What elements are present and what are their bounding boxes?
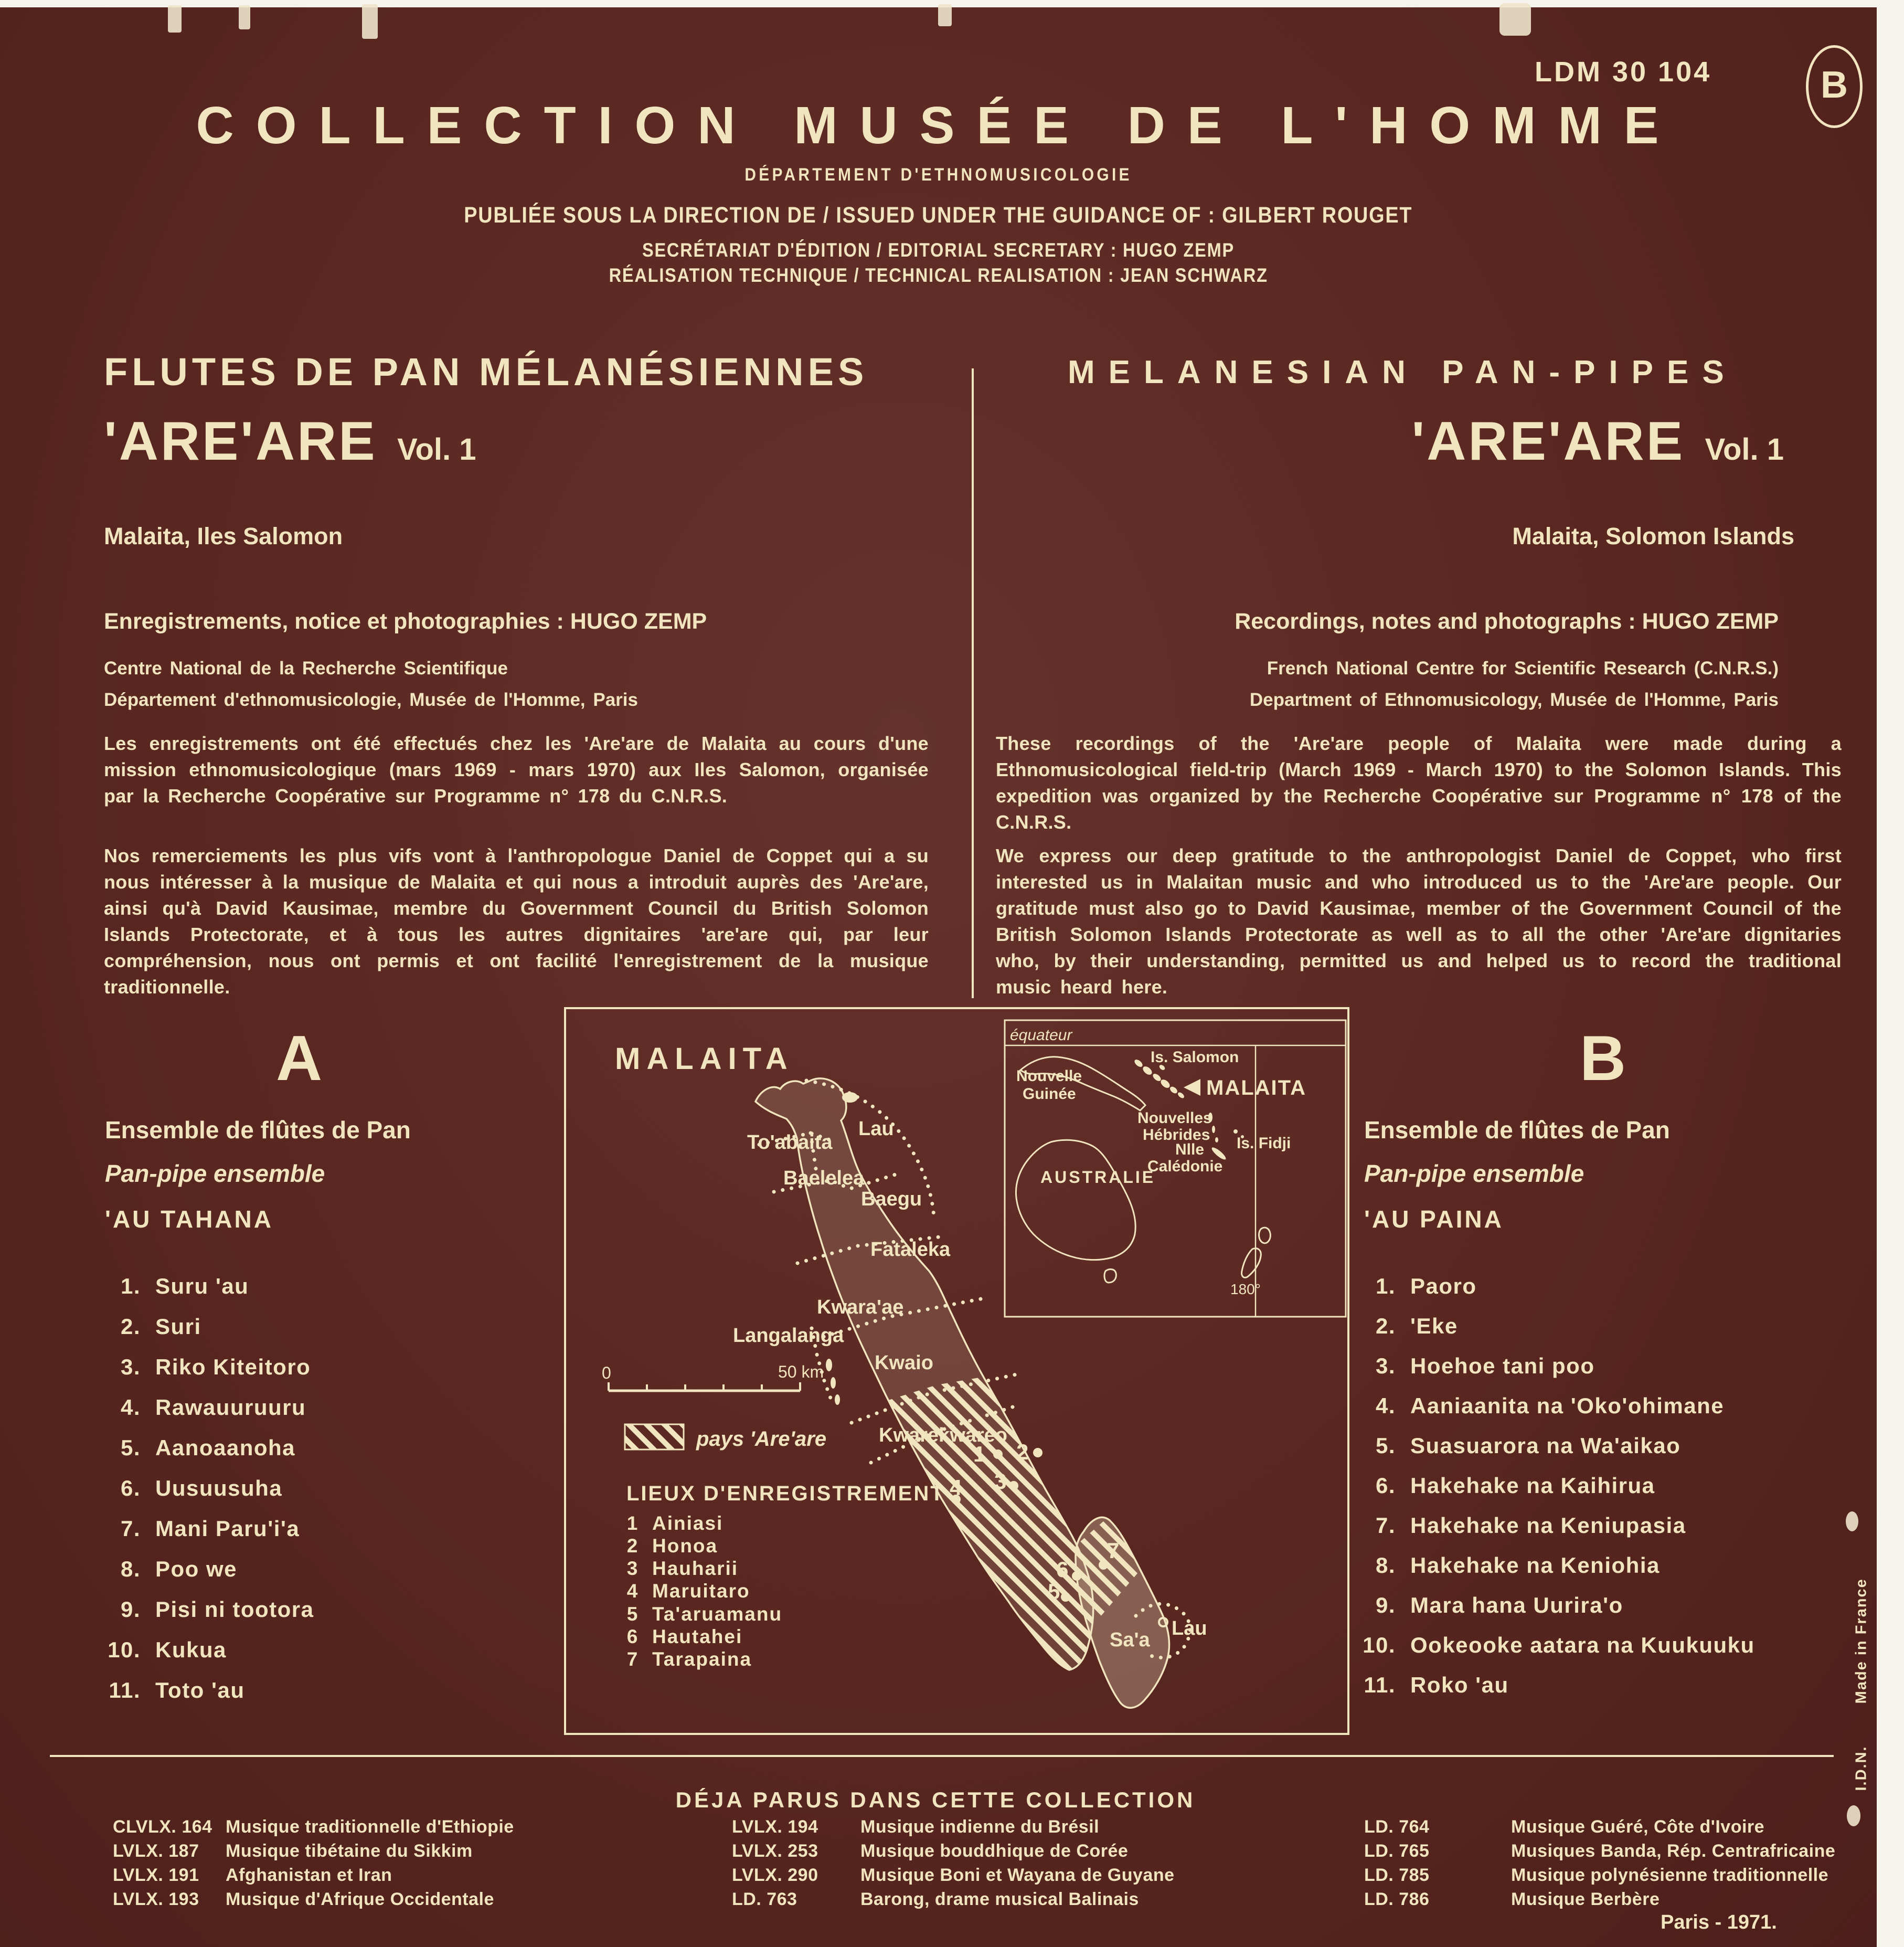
track-title: Paoro [1410,1274,1477,1298]
catalog-title: Musique tibétaine du Sikkim [226,1841,473,1861]
track-title: Suri [155,1314,201,1339]
staple-hole [1846,1511,1858,1531]
track-row [67,1355,311,1380]
english-title2-block [996,410,1784,473]
site-name: Hautahei [652,1626,743,1647]
track-row [67,1557,237,1582]
label-nouvelles: Nouvelles [1137,1109,1212,1127]
english-paragraph-1: These recordings of the 'Are'are people of Malaita were made during a Ethnomusicological field-trip (March 1969 - March 1970) to the Solomon Islands. This expedition was organized by the Recherche Coopérative sur Programme n° 178 of the C.N.R.S. [996,733,1842,833]
site-name: Maruitaro [652,1580,750,1602]
site-num: 2 [626,1535,639,1557]
track-row [1322,1553,1660,1578]
track-title: Aaniaanita na 'Oko'ohimane [1410,1393,1725,1418]
track-title: Kukua [155,1637,227,1662]
areare-legend-swatch [625,1424,684,1449]
french-title2-block [104,410,476,473]
side-b-ensemble-en: Pan-pipe ensemble [1364,1160,1584,1187]
malaita-arrow [1184,1079,1200,1096]
french-volume: Vol. 1 [397,432,476,467]
track-number: 1. [120,1274,141,1298]
site-num: 7 [626,1648,639,1670]
track-number: 7. [1375,1513,1396,1538]
sites-legend [627,1512,782,1670]
track-number: 2. [120,1314,141,1339]
track-number: 5. [1375,1433,1396,1458]
catalog-code: LD. 786 [1364,1889,1430,1909]
column-divider [972,368,974,998]
site-name: Ta'aruamanu [652,1603,783,1625]
tape-mark [1499,3,1531,36]
inset-locator-map [1005,1020,1346,1317]
french-credit: Enregistrements, notice et photographies : HUGO ZEMP [104,609,707,634]
editorial-line: SECRÉTARIAT D'ÉDITION / EDITORIAL SECRETARY : HUGO ZEMP [642,239,1235,261]
published-title: DÉJA PARUS DANS CETTE COLLECTION [675,1787,1196,1812]
label-lau-south: Lau [1172,1617,1207,1639]
meridian-label: 180° [1230,1281,1261,1297]
track-number: 2. [1375,1314,1396,1338]
catalog-code: LVLX. 193 [113,1889,199,1909]
track-row [1322,1393,1724,1419]
track-row [67,1678,245,1703]
track-row [1322,1433,1680,1458]
label-toabaita: To'abaita [747,1131,833,1154]
track-title: Uusuusuha [155,1476,283,1500]
bottom-rule [50,1755,1834,1757]
track-number: 3. [120,1355,141,1379]
side-a-ensemble-fr: Ensemble de flûtes de Pan [105,1116,411,1144]
label-hebrides: Hébrides [1143,1126,1210,1144]
site-name: Honoa [652,1535,718,1557]
label-langalanga: Langalanga [733,1325,844,1347]
side-a-letter: A [275,1022,323,1094]
direction-line: PUBLIÉE SOUS LA DIRECTION DE / ISSUED UNDER THE GUIDANCE OF : GILBERT ROUGET [464,203,1413,228]
track-title: Aanoaanoha [155,1435,296,1460]
track-row [1322,1513,1686,1538]
tape-mark [362,4,378,39]
track-row [67,1637,227,1663]
track-number: 7. [120,1516,141,1541]
label-inset-malaita: MALAITA [1206,1076,1306,1099]
site-marker-1: 1 [973,1442,986,1466]
track-title: Mara hana Uurira'o [1410,1593,1623,1617]
english-credit: Recordings, notes and photographs : HUGO ZEMP [1235,609,1779,634]
catalog-code: LD. 763 [732,1889,797,1909]
site-marker-2: 2 [1016,1440,1029,1464]
catalog-title: Musique d'Afrique Occidentale [226,1889,494,1909]
track-number: 11. [1364,1673,1396,1697]
catalog-title: Afghanistan et Iran [226,1865,392,1885]
english-org1: French National Centre for Scientific Research (C.N.R.S.) [1267,658,1779,679]
tape-mark [168,5,182,33]
label-is-salomon: Is. Salomon [1151,1049,1239,1066]
track-title: 'Eke [1410,1314,1458,1338]
track-number: 5. [120,1435,141,1460]
scale-zero-label: 0 [602,1363,611,1382]
label-is-fidji: Is. Fidji [1237,1135,1291,1152]
label-kwaio: Kwaio [875,1352,933,1374]
department-line: DÉPARTEMENT D'ETHNOMUSICOLOGIE [744,165,1132,185]
french-org1: Centre National de la Recherche Scientifique [104,658,508,679]
site-marker-3: 3 [994,1469,1007,1494]
track-row [67,1476,282,1501]
label-guinee: Guinée [1023,1085,1076,1103]
track-title: Suru 'au [155,1274,249,1298]
saa-island [1070,1514,1169,1708]
site-marker-4: 4 [950,1475,962,1500]
side-b-letter: B [1579,1022,1626,1094]
track-number: 3. [1375,1353,1396,1378]
label-australie: AUSTRALIE [1040,1168,1156,1187]
label-saa: Sa'a [1110,1629,1150,1651]
technical-line: RÉALISATION TECHNIQUE / TECHNICAL REALISATION : JEAN SCHWARZ [609,264,1268,286]
map-scale-bar [609,1382,800,1391]
label-kwarekwareo: Kwarekwareo [879,1424,1008,1446]
catalog-title: Musique bouddhique de Corée [860,1841,1129,1861]
catalog-code: LVLX. 187 [113,1841,199,1861]
side-a-group: 'AU TAHANA [105,1205,273,1233]
track-row [1322,1593,1623,1618]
catalog-title: Barong, drame musical Balinais [860,1889,1139,1909]
catalog-title: Musiques Banda, Rép. Centrafricaine [1511,1841,1836,1861]
catalog-number: LDM 30 104 [1535,56,1712,88]
catalog-code: LD. 785 [1364,1865,1430,1885]
french-subtitle: Malaita, Iles Salomon [104,523,343,549]
catalog-code: LVLX. 253 [732,1841,818,1861]
french-title2: 'ARE'ARE [104,411,377,472]
site-num: 4 [626,1580,639,1602]
tape-mark [938,4,952,26]
track-number: 8. [120,1557,141,1581]
catalog-code: LVLX. 194 [732,1817,818,1837]
label-fataleka: Fataleka [870,1239,951,1261]
collection-title: COLLECTION MUSÉE DE L'HOMME [196,96,1681,155]
site-num: 3 [626,1558,639,1579]
track-number: 4. [1375,1393,1396,1418]
site-num: 1 [626,1512,639,1534]
catalog-title: Musique Boni et Wayana de Guyane [860,1865,1175,1885]
equator-label: équateur [1010,1027,1072,1044]
track-number: 9. [1375,1593,1396,1617]
side-a-ensemble-en: Pan-pipe ensemble [105,1160,325,1187]
track-row [67,1314,201,1339]
catalog-code: LD. 765 [1364,1841,1430,1861]
track-number: 10. [108,1637,141,1662]
label-baelelea: Baelelea [783,1167,865,1189]
site-num: 5 [626,1603,639,1625]
track-title: Hakehake na Kaihirua [1410,1473,1655,1498]
catalog-title: Musique Guéré, Côte d'Ivoire [1511,1817,1765,1837]
track-title: Roko 'au [1410,1673,1509,1697]
english-org2: Department of Ethnomusicology, Musée de l'Homme, Paris [1249,690,1779,710]
track-row [1322,1353,1595,1379]
track-title: Ookeooke aatara na Kuukuuku [1410,1633,1755,1657]
track-row [67,1597,314,1622]
english-title: MELANESIAN PAN-PIPES [1068,354,1738,390]
catalog-title: Musique traditionnelle d'Ethiopie [226,1817,514,1837]
english-volume: Vol. 1 [1705,432,1784,467]
album-cover [0,7,1877,1947]
publication-footer: Paris - 1971. [1661,1911,1777,1933]
site-num: 6 [626,1626,639,1647]
track-row [67,1435,295,1461]
track-title: Hoehoe tani poo [1410,1353,1595,1378]
site-name: Ainiasi [652,1512,724,1534]
track-title: Pisi ni tootora [155,1597,314,1622]
french-paragraph-2: Nos remerciements les plus vifs vont à l'anthropologue Daniel de Coppet qui a su nous intéresser à la musique de Malaita et qui nous a introduit auprès des 'Are'are, ainsi qu'à David Kausimae, membre du Government Council du British Solomon Islands Protectorate, et à tous les autres dignitaires 'are'are qui, par leur compréhension, nous ont permis et ont facilité l'enregistrement de la musique traditionnelle. [104,845,929,998]
track-number: 6. [120,1476,141,1500]
track-row [67,1395,306,1420]
scale-end-label: 50 km [778,1362,824,1381]
side-badge-letter: B [1821,64,1848,106]
track-number: 11. [109,1678,141,1702]
track-number: 9. [120,1597,141,1622]
track-title: Poo we [155,1557,238,1581]
catalog-code: CLVLX. 164 [113,1817,212,1837]
track-row [1322,1633,1755,1658]
sites-title: LIEUX D'ENREGISTREMENT [626,1482,945,1505]
track-title: Rawauuruuru [155,1395,306,1420]
track-title: Riko Kiteitoro [155,1355,311,1379]
site-marker-7: 7 [1107,1538,1120,1563]
french-org2: Département d'ethnomusicologie, Musée de l'Homme, Paris [104,690,638,710]
track-row [67,1516,300,1541]
label-baegu: Baegu [861,1188,922,1210]
catalog-code: LD. 764 [1364,1817,1430,1837]
label-kwaraae: Kwara'ae [817,1296,904,1318]
track-title: Suasuarora na Wa'aikao [1410,1433,1681,1458]
english-paragraph-2: We express our deep gratitude to the anthropologist Daniel de Coppet, who first interested us in Malaitan music and who introduced us to the 'Are'are people. Our gratitude must also go to David Kausimae, member of the Government Council of the British Solomon Islands Protectorate as well as to all the other 'Are'are dignitaries who, by their understanding, permitted us and helped us to record the traditional music heard here. [996,845,1842,998]
catalog-code: LVLX. 290 [732,1865,818,1885]
english-subtitle: Malaita, Solomon Islands [1512,523,1794,549]
site-name: Tarapaina [652,1648,752,1670]
side-b-group: 'AU PAINA [1364,1205,1504,1233]
label-lau-north: Lau [858,1118,894,1140]
catalog-code: LVLX. 191 [113,1865,199,1885]
track-number: 1. [1375,1274,1396,1298]
label-nlle: Nlle [1175,1141,1205,1158]
map-title: MALAITA [615,1042,794,1076]
staple-hole [1847,1805,1860,1826]
track-number: 6. [1375,1473,1396,1498]
track-title: Hakehake na Keniohia [1410,1553,1660,1578]
track-title: Hakehake na Keniupasia [1410,1513,1686,1538]
catalog-title: Musique indienne du Brésil [860,1817,1100,1837]
track-title: Mani Paru'i'a [155,1516,300,1541]
track-number: 8. [1375,1553,1396,1578]
made-in-mark: Made in France [1853,1578,1870,1704]
label-caledonie: Calédonie [1147,1158,1223,1175]
site-marker-6: 6 [1056,1557,1069,1582]
malaita-map [564,1007,1349,1735]
tape-mark [239,5,250,29]
label-nouvelle: Nouvelle [1016,1067,1082,1085]
site-marker-5: 5 [1048,1579,1060,1604]
french-paragraph-1: Les enregistrements ont été effectués chez les 'Are'are de Malaita au cours d'une mission ethnomusicologique (mars 1969 - mars 1970) aux Iles Salomon, organisée par la Recherche Coopérative sur Programme n° 178 du C.N.R.S. [104,733,929,807]
track-number: 10. [1363,1633,1396,1657]
site-name: Hauharii [652,1558,739,1579]
printer-mark: I.D.N. [1853,1745,1870,1791]
track-title: Toto 'au [155,1678,245,1702]
side-b-ensemble-fr: Ensemble de flûtes de Pan [1364,1116,1670,1144]
track-row [1322,1473,1655,1498]
catalog-title: Musique Berbère [1511,1889,1660,1909]
french-title: FLUTES DE PAN MÉLANÉSIENNES [104,350,868,394]
catalog-title: Musique polynésienne traditionnelle [1511,1865,1829,1885]
english-title2: 'ARE'ARE [1411,411,1685,472]
track-number: 4. [120,1395,141,1420]
track-row [1322,1673,1509,1698]
track-row [67,1274,249,1299]
legend-area-label: pays 'Are'are [696,1427,827,1451]
edge-imprint [1853,1513,1870,1791]
